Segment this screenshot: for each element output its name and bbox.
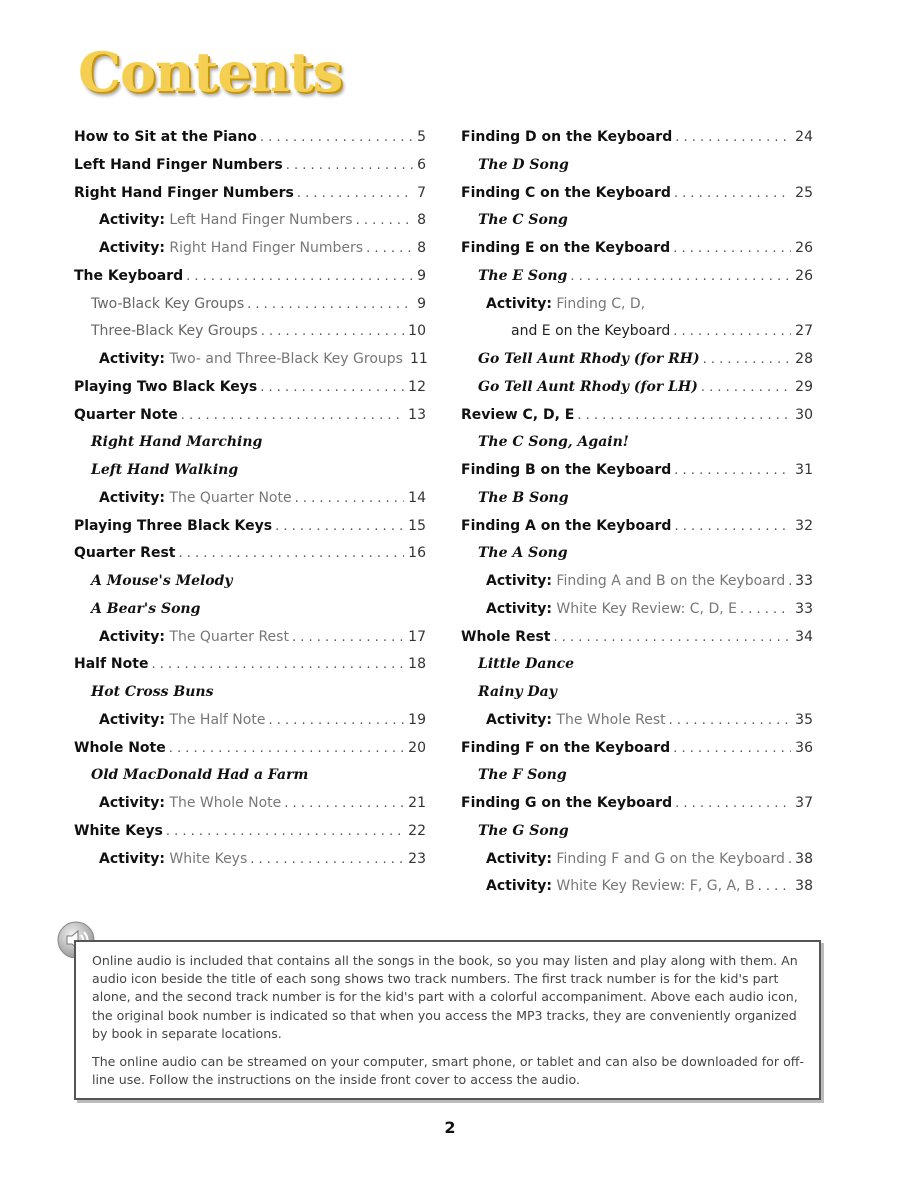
toc-entry-page: 26 <box>795 267 813 284</box>
toc-entry-page: 11 <box>409 351 428 367</box>
toc-entry-page: 8 <box>417 240 426 256</box>
toc-entry-label: A Mouse's Melody <box>91 573 233 589</box>
toc-entry[interactable] <box>74 735 426 763</box>
toc-entry[interactable] <box>74 152 426 180</box>
toc-entry-label: Finding F on the Keyboard <box>461 739 671 756</box>
toc-entry[interactable] <box>74 651 426 679</box>
activity-keyword: Activity: <box>486 850 552 867</box>
audio-paragraph-1: Online audio is included that contains all the songs in the book, so you may listen and play along with them. An audio icon beside the title of each song shows two track numbers. The first track number is for the kid's part alone, and the second track number is for the kid's part with a colorful accompaniment. Above each audio icon, the original book number is indicated so that when you access the MP3 tracks, they are conveniently organized by book in separate locations. <box>92 953 798 1041</box>
toc-entry-label: A Bear's Song <box>91 600 201 617</box>
toc-entry[interactable] <box>74 180 426 208</box>
toc-entry-label: The A Song <box>478 545 568 562</box>
toc-entry-label: Little Dance <box>478 656 575 673</box>
dot-leader <box>181 402 404 430</box>
dot-leader <box>186 263 413 291</box>
dot-leader <box>292 624 404 652</box>
dot-leader <box>701 374 791 402</box>
toc-entry-label <box>99 624 289 652</box>
activity-title: Right Hand Finger Numbers <box>169 240 364 256</box>
activity-keyword: Activity: <box>99 850 165 867</box>
toc-entry[interactable] <box>74 124 426 152</box>
toc-entry[interactable] <box>74 624 426 652</box>
dot-leader <box>284 790 404 818</box>
dot-leader <box>740 596 791 624</box>
dot-leader <box>674 457 791 485</box>
toc-entry[interactable] <box>461 180 813 208</box>
toc-entry[interactable] <box>461 263 813 291</box>
toc-entry[interactable] <box>74 679 426 707</box>
toc-entry-page: 24 <box>795 129 813 145</box>
toc-entry-label <box>99 846 247 874</box>
dot-leader <box>260 124 413 152</box>
activity-keyword: Activity: <box>99 240 165 256</box>
toc-entry-label: The B Song <box>478 489 569 506</box>
activity-title: White Key Review: C, D, E <box>556 600 737 617</box>
toc-entry-page: 17 <box>408 628 426 645</box>
toc-entry-page: 9 <box>417 267 426 284</box>
toc-entry-label: Finding A on the Keyboard <box>461 517 672 534</box>
toc-entry-label <box>99 485 292 513</box>
toc-entry-page: 7 <box>417 184 426 201</box>
toc-right-column <box>461 124 813 901</box>
toc-entry-label: Playing Two Black Keys <box>74 378 258 395</box>
toc-entry[interactable] <box>461 429 813 457</box>
toc-entry[interactable] <box>74 568 426 596</box>
dot-leader <box>275 513 404 541</box>
activity-title: The Whole Note <box>169 795 282 811</box>
toc-entry-page: 18 <box>408 656 426 673</box>
activity-keyword: Activity: <box>486 295 552 312</box>
toc-entry-label: Whole Rest <box>461 628 551 645</box>
toc-entry[interactable] <box>461 318 813 346</box>
toc-entry-page: 28 <box>795 351 813 367</box>
toc-entry-label: Old MacDonald Had a Farm <box>91 767 309 784</box>
toc-entry-label: Go Tell Aunt Rhody (for LH) <box>478 378 698 395</box>
dot-leader <box>295 485 405 513</box>
toc-entry[interactable] <box>461 207 813 235</box>
activity-title: The Quarter Rest <box>169 628 289 645</box>
toc-entry-label: The D Song <box>478 156 569 173</box>
toc-entry-label <box>486 568 785 596</box>
toc-entry[interactable] <box>74 457 426 485</box>
toc-entry[interactable] <box>74 846 426 874</box>
toc-entry-label: The F Song <box>478 767 567 784</box>
audio-info-text <box>92 952 810 1099</box>
toc-entry-page: 15 <box>408 517 426 534</box>
audio-paragraph-2: The online audio can be streamed on your computer, smart phone, or tablet and can also be downloaded for off-line use. Follow the instructions on the inside front cover to access the audio. <box>92 1054 804 1088</box>
toc-entry-page: 25 <box>795 184 813 201</box>
dot-leader <box>673 318 791 346</box>
toc-entry[interactable] <box>74 429 426 457</box>
toc-entry-label: Review C, D, E <box>461 406 575 423</box>
toc-entry-page: 38 <box>795 850 813 867</box>
dot-leader <box>669 707 792 735</box>
toc-entry-label <box>99 346 403 374</box>
activity-title: Finding F and G on the Keyboard <box>556 850 785 867</box>
dot-leader <box>758 873 792 901</box>
toc-entry[interactable] <box>461 790 813 818</box>
dot-leader <box>788 846 791 874</box>
toc-entry-page: 14 <box>408 489 426 506</box>
toc-entry-label: The C Song <box>478 212 568 229</box>
dot-leader <box>286 152 413 180</box>
toc-entry[interactable] <box>461 596 813 624</box>
toc-entry[interactable] <box>461 152 813 180</box>
dot-leader <box>366 235 413 263</box>
toc-entry-page: 36 <box>795 739 813 756</box>
toc-entry-label <box>486 707 666 735</box>
toc-entry-page: 32 <box>795 517 813 534</box>
activity-title: The Half Note <box>169 711 266 728</box>
dot-leader <box>675 124 791 152</box>
activity-title: Two- and Three-Black Key Groups <box>169 351 403 367</box>
dot-leader <box>675 790 791 818</box>
toc-entry-page: 9 <box>417 295 426 312</box>
toc-entry-label <box>99 790 281 818</box>
toc-entry[interactable] <box>461 651 813 679</box>
toc-entry-label: Finding E on the Keyboard <box>461 240 671 256</box>
toc-entry[interactable] <box>74 762 426 790</box>
toc-entry[interactable] <box>461 402 813 430</box>
toc-entry-label <box>99 207 353 235</box>
toc-entry[interactable] <box>461 457 813 485</box>
toc-entry-label: Left Hand Finger Numbers <box>74 156 283 173</box>
toc-entry-page: 35 <box>795 711 813 728</box>
toc-entry[interactable] <box>461 568 813 596</box>
activity-title: The Quarter Note <box>169 489 292 506</box>
dot-leader <box>260 374 404 402</box>
toc-entry-page: 8 <box>417 212 426 229</box>
toc-entry[interactable] <box>461 873 813 901</box>
dot-leader <box>268 707 404 735</box>
toc-entry[interactable] <box>461 485 813 513</box>
toc-entry-page: 16 <box>408 545 426 562</box>
toc-entry[interactable] <box>461 846 813 874</box>
toc-entry-page: 10 <box>408 323 426 340</box>
toc-entry[interactable] <box>74 374 426 402</box>
dot-leader <box>673 735 791 763</box>
toc-entry-page: 5 <box>417 129 426 145</box>
toc-entry[interactable] <box>461 346 813 374</box>
toc-entry[interactable] <box>74 402 426 430</box>
toc-entry-label: Go Tell Aunt Rhody (for RH) <box>478 351 700 367</box>
toc-entry-label: The G Song <box>478 822 569 839</box>
page-title: Contents <box>78 40 343 104</box>
toc-entry[interactable] <box>461 762 813 790</box>
toc-entry-page: 23 <box>408 850 426 867</box>
toc-entry-label: Three-Black Key Groups <box>91 323 258 340</box>
activity-keyword: Activity: <box>99 795 165 811</box>
activity-keyword: Activity: <box>99 628 165 645</box>
activity-title: Finding C, D, <box>556 295 646 312</box>
toc-entry[interactable] <box>74 485 426 513</box>
toc-entry-label: Finding C on the Keyboard <box>461 184 671 201</box>
dot-leader <box>261 318 404 346</box>
toc-entry[interactable] <box>461 124 813 152</box>
toc-entry[interactable] <box>461 624 813 652</box>
activity-title: White Keys <box>169 850 248 867</box>
toc-entry[interactable] <box>461 679 813 707</box>
toc-entry-label: Finding D on the Keyboard <box>461 129 673 145</box>
dot-leader <box>179 540 405 568</box>
toc-entry[interactable] <box>461 818 813 846</box>
dot-leader <box>577 402 791 430</box>
toc-entry-page: 37 <box>795 795 813 811</box>
activity-title: Left Hand Finger Numbers <box>169 212 353 229</box>
toc-entry-label <box>99 235 363 263</box>
toc-entry-page: 38 <box>795 878 813 895</box>
activity-keyword: Activity: <box>99 489 165 506</box>
toc-entry[interactable] <box>74 707 426 735</box>
toc-entry-label: Half Note <box>74 656 149 673</box>
toc-entry-label: and E on the Keyboard <box>511 323 671 340</box>
toc-entry[interactable] <box>461 513 813 541</box>
toc-entry-page: 34 <box>795 628 813 645</box>
activity-keyword: Activity: <box>486 600 552 617</box>
toc-entry[interactable] <box>74 263 426 291</box>
toc-entry-page: 33 <box>795 573 813 589</box>
toc-entry-label: Hot Cross Buns <box>91 684 214 700</box>
toc-entry-label: Whole Note <box>74 739 166 756</box>
toc-entry-label: Two-Black Key Groups <box>91 295 245 312</box>
toc-entry-page: 26 <box>795 240 813 256</box>
toc-entry-label: The C Song, Again! <box>478 434 629 451</box>
toc-entry-label: The E Song <box>478 267 568 284</box>
toc-entry[interactable] <box>461 374 813 402</box>
toc-entry[interactable] <box>74 346 426 374</box>
activity-title: White Key Review: F, G, A, B <box>556 878 755 895</box>
toc-entry-label: Right Hand Marching <box>91 434 263 451</box>
dot-leader <box>356 207 414 235</box>
toc-entry-label: Quarter Rest <box>74 545 176 562</box>
toc-entry[interactable] <box>461 707 813 735</box>
toc-entry-label: Playing Three Black Keys <box>74 517 273 534</box>
toc-entry-label: The Keyboard <box>74 267 184 284</box>
toc-entry-page: 33 <box>795 600 813 617</box>
toc-entry[interactable] <box>74 540 426 568</box>
activity-keyword: Activity: <box>99 711 165 728</box>
dot-leader <box>673 235 791 263</box>
toc-entry-page: 27 <box>795 323 813 340</box>
dot-leader <box>250 846 404 874</box>
toc-entry-label <box>486 291 645 319</box>
toc-entry-page: 30 <box>795 406 813 423</box>
audio-info-box <box>74 940 821 1100</box>
toc-entry-label: White Keys <box>74 822 163 839</box>
toc-entry[interactable] <box>74 596 426 624</box>
activity-keyword: Activity: <box>486 878 552 895</box>
toc-entry-label: How to Sit at the Piano <box>74 129 257 145</box>
toc-entry[interactable] <box>74 291 426 319</box>
toc-entry-label <box>486 596 737 624</box>
activity-title: Finding A and B on the Keyboard <box>556 573 786 589</box>
toc-entry[interactable] <box>74 207 426 235</box>
page-number: 2 <box>444 1118 456 1137</box>
dot-leader <box>151 651 404 679</box>
toc-entry-label: Quarter Note <box>74 406 178 423</box>
dot-leader <box>570 263 791 291</box>
dot-leader <box>247 291 413 319</box>
toc-entry[interactable] <box>461 735 813 763</box>
toc-entry-label <box>486 873 755 901</box>
dot-leader <box>788 568 791 596</box>
dot-leader <box>554 624 792 652</box>
toc-entry-page: 13 <box>408 406 426 423</box>
toc-entry-page: 12 <box>408 378 426 395</box>
toc-entry-label <box>99 707 265 735</box>
toc-entry[interactable] <box>74 318 426 346</box>
toc-entry-page: 20 <box>408 739 426 756</box>
toc-entry[interactable] <box>461 235 813 263</box>
toc-entry-label: Finding B on the Keyboard <box>461 462 672 478</box>
toc-entry[interactable] <box>74 790 426 818</box>
toc-entry-page: 22 <box>408 822 426 839</box>
dot-leader <box>674 513 791 541</box>
toc-left-column <box>74 124 426 873</box>
activity-keyword: Activity: <box>99 351 165 367</box>
toc-entry[interactable] <box>461 540 813 568</box>
toc-entry-label: Finding G on the Keyboard <box>461 795 673 811</box>
toc-entry-label: Left Hand Walking <box>91 462 239 478</box>
toc-entry-page: 6 <box>417 156 426 173</box>
dot-leader <box>674 180 791 208</box>
toc-entry-label: Right Hand Finger Numbers <box>74 184 294 201</box>
toc-entry-page: 19 <box>408 711 426 728</box>
toc-entry[interactable] <box>461 291 813 319</box>
toc-entry-page: 31 <box>795 462 813 478</box>
dot-leader <box>703 346 792 374</box>
toc-entry[interactable] <box>74 235 426 263</box>
toc-entry-label: Rainy Day <box>478 684 557 700</box>
toc-entry[interactable] <box>74 818 426 846</box>
toc-entry-page: 29 <box>795 378 813 395</box>
toc-entry-label <box>486 846 785 874</box>
activity-keyword: Activity: <box>486 573 552 589</box>
dot-leader <box>166 818 404 846</box>
dot-leader <box>169 735 404 763</box>
dot-leader <box>297 180 413 208</box>
toc-entry-page: 21 <box>408 795 426 811</box>
activity-title: The Whole Rest <box>556 711 666 728</box>
activity-keyword: Activity: <box>99 212 165 229</box>
activity-keyword: Activity: <box>486 711 552 728</box>
toc-entry[interactable] <box>74 513 426 541</box>
